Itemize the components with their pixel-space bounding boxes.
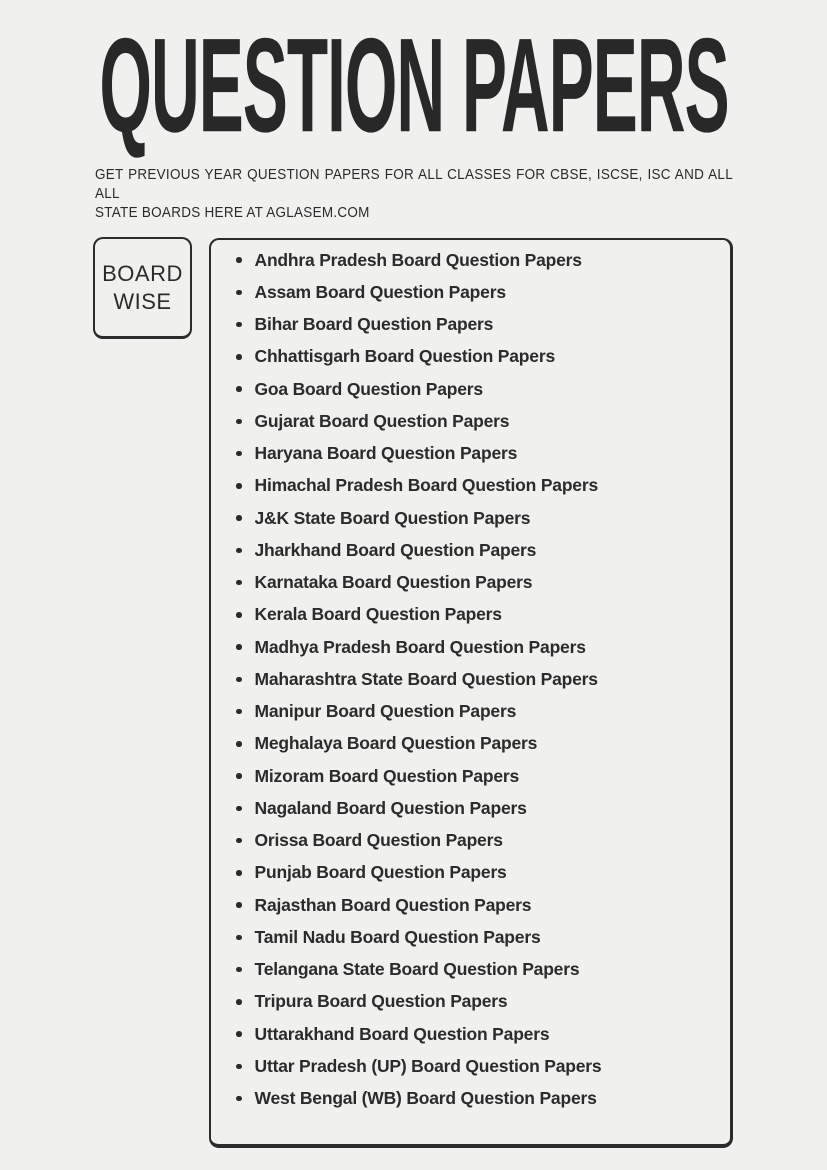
board-list-item-label: Madhya Pradesh Board Question Papers bbox=[254, 636, 586, 657]
board-list-item[interactable] bbox=[235, 438, 720, 470]
bullet-icon bbox=[236, 1064, 242, 1070]
board-list bbox=[235, 244, 720, 1115]
board-list-item-label: Tripura Board Question Papers bbox=[254, 991, 508, 1012]
board-list-item[interactable] bbox=[235, 696, 720, 728]
bullet-icon bbox=[236, 741, 242, 747]
board-list-box bbox=[209, 238, 733, 1148]
bullet-icon bbox=[236, 257, 242, 263]
board-list-item-label: Mizoram Board Question Papers bbox=[254, 765, 520, 786]
bullet-icon bbox=[236, 354, 242, 360]
bullet-icon bbox=[236, 419, 242, 425]
board-wise-label-box bbox=[93, 237, 192, 339]
bullet-icon bbox=[236, 580, 242, 586]
board-wise-label-line-2: WISE bbox=[113, 288, 172, 314]
board-list-item-label: West Bengal (WB) Board Question Papers bbox=[254, 1088, 597, 1109]
subtitle-line-2: STATE BOARDS HERE AT AGLASEM.COM bbox=[95, 205, 370, 221]
bullet-icon bbox=[236, 935, 242, 941]
board-list-item-label: Kerala Board Question Papers bbox=[254, 604, 502, 625]
bullet-icon bbox=[236, 644, 242, 650]
board-list-item[interactable] bbox=[235, 599, 720, 631]
board-list-item-label: Karnataka Board Question Papers bbox=[254, 572, 533, 593]
header bbox=[0, 9, 827, 161]
board-list-item[interactable] bbox=[235, 663, 720, 695]
bullet-icon bbox=[236, 386, 242, 392]
subtitle bbox=[95, 166, 733, 223]
board-list-item[interactable] bbox=[235, 373, 720, 405]
board-list-item-label: Meghalaya Board Question Papers bbox=[254, 733, 538, 754]
board-list-item[interactable] bbox=[235, 760, 720, 792]
board-list-item-label: Orissa Board Question Papers bbox=[254, 830, 503, 851]
board-list-item[interactable] bbox=[235, 857, 720, 889]
board-list-item-label: Himachal Pradesh Board Question Papers bbox=[254, 475, 598, 496]
board-list-item[interactable] bbox=[235, 309, 720, 341]
board-list-item-label: Uttarakhand Board Question Papers bbox=[254, 1023, 550, 1044]
board-list-item-label: Punjab Board Question Papers bbox=[254, 862, 507, 883]
board-list-item-label: Tamil Nadu Board Question Papers bbox=[254, 926, 541, 947]
board-wise-label-line-1: BOARD bbox=[102, 260, 183, 286]
board-list-item-label: Nagaland Board Question Papers bbox=[254, 797, 527, 818]
bullet-icon bbox=[236, 967, 242, 973]
board-list-item-label: Telangana State Board Question Papers bbox=[254, 959, 580, 980]
board-list-item[interactable] bbox=[235, 954, 720, 986]
board-list-item-label: Manipur Board Question Papers bbox=[254, 701, 517, 722]
board-list-item[interactable] bbox=[235, 921, 720, 953]
board-list-item-label: Bihar Board Question Papers bbox=[254, 314, 494, 335]
bullet-icon bbox=[236, 548, 242, 554]
board-list-item[interactable] bbox=[235, 986, 720, 1018]
bullet-icon bbox=[236, 870, 242, 876]
board-list-item[interactable] bbox=[235, 1018, 720, 1050]
board-list-item[interactable] bbox=[235, 470, 720, 502]
board-list-item[interactable] bbox=[235, 567, 720, 599]
bullet-icon bbox=[236, 838, 242, 844]
board-list-item[interactable] bbox=[235, 889, 720, 921]
bullet-icon bbox=[236, 322, 242, 328]
board-list-item-label: Andhra Pradesh Board Question Papers bbox=[254, 249, 582, 270]
page-title: QUESTION PAPERS bbox=[98, 9, 729, 161]
board-list-item[interactable] bbox=[235, 502, 720, 534]
bullet-icon bbox=[236, 1031, 242, 1037]
board-list-item[interactable] bbox=[235, 631, 720, 663]
board-list-item-label: Haryana Board Question Papers bbox=[254, 443, 518, 464]
bullet-icon bbox=[236, 677, 242, 683]
subtitle-line-1: GET PREVIOUS YEAR QUESTION PAPERS FOR ALL CLASSES FOR CBSE, ISCSE, ISC AND ALL ALL bbox=[95, 167, 733, 202]
board-list-item[interactable] bbox=[235, 825, 720, 857]
board-list-item[interactable] bbox=[235, 405, 720, 437]
bullet-icon bbox=[236, 290, 242, 296]
board-list-item-label: Rajasthan Board Question Papers bbox=[254, 894, 532, 915]
board-list-item[interactable] bbox=[235, 792, 720, 824]
board-list-item[interactable] bbox=[235, 534, 720, 566]
board-list-item-label: J&K State Board Question Papers bbox=[254, 507, 531, 528]
bullet-icon bbox=[236, 773, 242, 779]
board-list-item[interactable] bbox=[235, 341, 720, 373]
board-list-item[interactable] bbox=[235, 728, 720, 760]
bullet-icon bbox=[236, 806, 242, 812]
board-list-item-label: Jharkhand Board Question Papers bbox=[254, 539, 537, 560]
board-list-item-label: Maharashtra State Board Question Papers bbox=[254, 668, 598, 689]
bullet-icon bbox=[236, 515, 242, 521]
bullet-icon bbox=[236, 902, 242, 908]
bullet-icon bbox=[236, 999, 242, 1005]
bullet-icon bbox=[236, 612, 242, 618]
board-list-item-label: Goa Board Question Papers bbox=[254, 378, 483, 399]
board-list-item-label: Uttar Pradesh (UP) Board Question Papers bbox=[254, 1055, 602, 1076]
bullet-icon bbox=[236, 451, 242, 457]
board-list-item[interactable] bbox=[235, 244, 720, 276]
board-list-item[interactable] bbox=[235, 276, 720, 308]
board-list-item-label: Chhattisgarh Board Question Papers bbox=[254, 346, 555, 367]
bullet-icon bbox=[236, 483, 242, 489]
bullet-icon bbox=[236, 1096, 242, 1102]
board-list-item[interactable] bbox=[235, 1083, 720, 1115]
bullet-icon bbox=[236, 709, 242, 715]
board-list-item[interactable] bbox=[235, 1050, 720, 1082]
board-list-item-label: Gujarat Board Question Papers bbox=[254, 410, 510, 431]
board-list-item-label: Assam Board Question Papers bbox=[254, 281, 506, 302]
